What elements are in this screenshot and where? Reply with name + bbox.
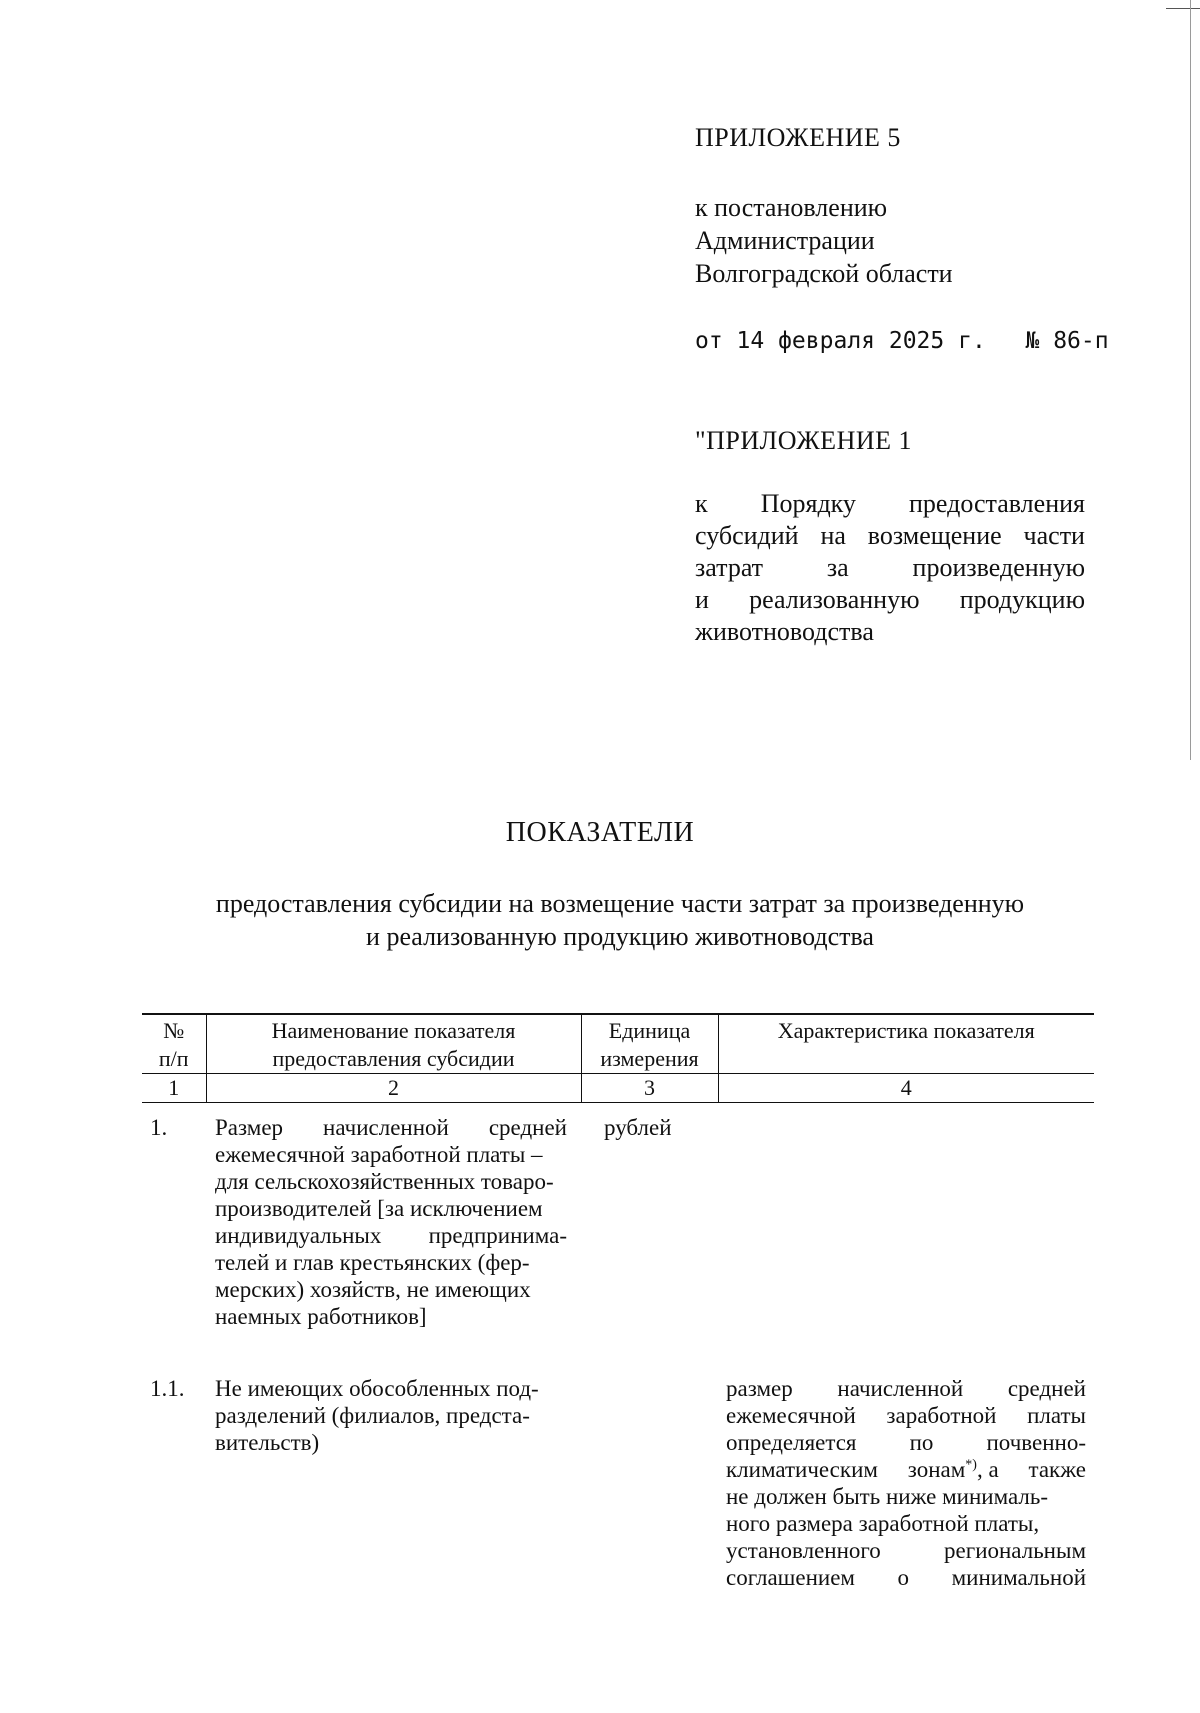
resolution-ref-line: к постановлению bbox=[695, 193, 888, 222]
resolution-ref-line: Волгоградской области bbox=[695, 259, 953, 288]
column-number: 2 bbox=[206, 1074, 581, 1103]
text-line: мерских) хозяйств, не имеющих bbox=[215, 1277, 531, 1302]
header-unit: Единица измерения bbox=[581, 1014, 718, 1074]
word: субсидий bbox=[695, 521, 799, 550]
text-line: разделений (филиалов, предста- bbox=[215, 1403, 530, 1428]
word: соглашением bbox=[726, 1565, 855, 1590]
appendix-title: ПРИЛОЖЕНИЕ 5 bbox=[695, 123, 901, 152]
indicators-table-header bbox=[142, 1013, 1094, 1103]
text-line bbox=[215, 1114, 567, 1141]
subtitle-line: предоставления субсидии на возмещение части затрат за произведенную bbox=[215, 889, 1025, 918]
resolution-number: № 86-п bbox=[1025, 328, 1109, 354]
word: предоставления bbox=[909, 489, 1085, 518]
resolution-ref-line: Администрации bbox=[695, 226, 875, 255]
procedure-ref-line bbox=[695, 520, 1085, 552]
word: минимальной bbox=[951, 1565, 1086, 1590]
word: предпринима- bbox=[428, 1223, 567, 1248]
word: размер bbox=[726, 1376, 793, 1401]
word: средней bbox=[488, 1115, 567, 1140]
text-line: для сельскохозяйственных товаро- bbox=[215, 1169, 554, 1194]
word: и bbox=[695, 585, 709, 614]
word: на bbox=[820, 521, 846, 550]
text-line: не должен быть ниже минималь- bbox=[726, 1484, 1049, 1509]
scan-edge-right bbox=[1190, 0, 1191, 760]
word: части bbox=[1023, 521, 1085, 550]
column-number: 4 bbox=[718, 1074, 1094, 1103]
word: начисленной bbox=[323, 1115, 449, 1140]
resolution-date-line bbox=[695, 325, 1109, 358]
word: климатическим bbox=[726, 1457, 878, 1482]
word: начисленной bbox=[837, 1376, 964, 1401]
header-name: Наименование показателя предоставления субсидии bbox=[206, 1014, 581, 1074]
word: индивидуальных bbox=[215, 1223, 382, 1248]
text-line bbox=[215, 1222, 567, 1249]
text-line: производителей [за исключением bbox=[215, 1196, 543, 1221]
word: платы bbox=[1027, 1403, 1086, 1428]
subtitle-line: и реализованную продукцию животноводства bbox=[366, 922, 874, 951]
word: по bbox=[909, 1430, 934, 1455]
procedure-reference bbox=[695, 488, 1085, 648]
word: зонам*), а bbox=[907, 1457, 999, 1482]
indicator-name bbox=[215, 1114, 567, 1330]
row-number: 1.1. bbox=[150, 1376, 185, 1401]
word: почвенно- bbox=[986, 1430, 1086, 1455]
word: к bbox=[695, 489, 708, 518]
text-line: Не имеющих обособленных под- bbox=[215, 1376, 539, 1401]
indicator-name bbox=[215, 1375, 567, 1456]
text-line bbox=[726, 1402, 1086, 1429]
text-line: телей и глав крестьянских (фер- bbox=[215, 1250, 530, 1275]
word: Размер bbox=[215, 1115, 284, 1140]
text-line bbox=[726, 1456, 1086, 1483]
word: возмещение bbox=[867, 521, 1002, 550]
word: за bbox=[826, 553, 849, 582]
text-line bbox=[726, 1375, 1086, 1402]
column-number: 1 bbox=[142, 1074, 206, 1103]
word: ежемесячной bbox=[726, 1403, 856, 1428]
document-subtitle bbox=[0, 887, 1200, 953]
quoted-appendix-title: "ПРИЛОЖЕНИЕ 1 bbox=[695, 426, 913, 455]
document-title: ПОКАЗАТЕЛИ bbox=[505, 817, 695, 848]
row-number: 1. bbox=[150, 1115, 168, 1140]
text-line bbox=[726, 1564, 1086, 1591]
header-number: № п/п bbox=[142, 1014, 206, 1074]
scan-edge-top bbox=[1166, 8, 1200, 9]
word: средней bbox=[1007, 1376, 1086, 1401]
procedure-ref-line bbox=[695, 488, 1085, 520]
text-line bbox=[726, 1429, 1086, 1456]
word: региональным bbox=[944, 1538, 1086, 1563]
indicator-unit: рублей bbox=[604, 1115, 672, 1140]
procedure-ref-line: животноводства bbox=[695, 617, 874, 646]
text-line: ежемесячной заработной платы – bbox=[215, 1142, 543, 1167]
procedure-ref-line bbox=[695, 552, 1085, 584]
text-line: наемных работников] bbox=[215, 1304, 427, 1329]
word: реализованную bbox=[749, 585, 920, 614]
procedure-ref-line bbox=[695, 584, 1085, 616]
text-line: вительств) bbox=[215, 1430, 320, 1455]
word: о bbox=[897, 1565, 910, 1590]
indicator-characteristic bbox=[726, 1375, 1086, 1591]
text-line: ного размера заработной платы, bbox=[726, 1511, 1040, 1536]
resolution-date: от 14 февраля 2025 г. bbox=[695, 328, 986, 354]
word: также bbox=[1028, 1457, 1086, 1482]
word: продукцию bbox=[959, 585, 1085, 614]
word: произведенную bbox=[912, 553, 1085, 582]
text-line bbox=[726, 1537, 1086, 1564]
word: затрат bbox=[695, 553, 764, 582]
word: определяется bbox=[726, 1430, 857, 1455]
header-characteristic: Характеристика показателя bbox=[718, 1014, 1094, 1074]
word: заработной bbox=[886, 1403, 997, 1428]
resolution-reference bbox=[695, 191, 1085, 290]
word: Порядку bbox=[760, 489, 856, 518]
column-number: 3 bbox=[581, 1074, 718, 1103]
word: установленного bbox=[726, 1538, 881, 1563]
